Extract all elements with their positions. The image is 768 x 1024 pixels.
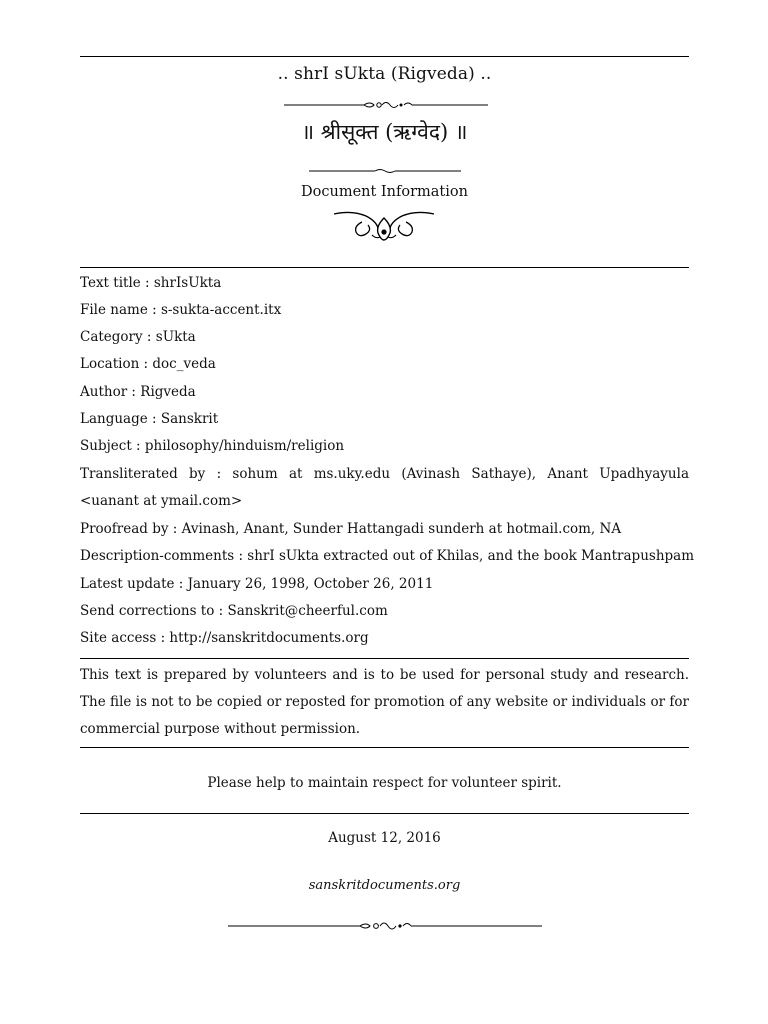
info-transliterated-by: Transliterated by : sohum at ms.uky.edu (Avinash Sathaye), Anant Upadhyayula <uanant at ymail.com> bbox=[80, 466, 689, 509]
info-language: Language : Sanskrit bbox=[80, 411, 219, 427]
info-top-rule bbox=[80, 267, 689, 268]
info-subject: Subject : philosophy/hinduism/religion bbox=[80, 438, 345, 454]
document-date: August 12, 2016 bbox=[328, 830, 441, 846]
info-file-name: File name : s-sukta-accent.itx bbox=[80, 302, 282, 318]
info-author: Author : Rigveda bbox=[80, 384, 196, 400]
top-rule bbox=[80, 56, 689, 57]
flourish-icon bbox=[332, 208, 436, 242]
document-page bbox=[80, 0, 695, 1024]
info-site-access: Site access : http://sanskritdocuments.org bbox=[80, 630, 369, 646]
info-description: Description-comments : shrI sUkta extracted out of Khilas, and the book Mantrapushpam bbox=[80, 548, 695, 564]
info-location: Location : doc_veda bbox=[80, 356, 216, 372]
scroll-divider-icon bbox=[284, 98, 488, 112]
usage-notice: This text is prepared by volunteers and is to be used for personal study and research. The file is not to be copied or reposted for promotion of any website or individuals or for commercial purpose without permission. bbox=[80, 667, 689, 737]
title-transliterated: .. shrI sUkta (Rigveda) .. bbox=[277, 64, 492, 84]
info-send-corrections: Send corrections to : Sanskrit@cheerful.com bbox=[80, 603, 388, 619]
info-proofread-by: Proofread by : Avinash, Anant, Sunder Hattangadi sunderh at hotmail.com, NA bbox=[80, 521, 622, 537]
info-category: Category : sUkta bbox=[80, 329, 196, 345]
line-divider-icon bbox=[309, 166, 461, 176]
site-footer: sanskritdocuments.org bbox=[308, 878, 461, 893]
info-text-title: Text title : shrIsUkta bbox=[80, 275, 222, 291]
section-heading: Document Information bbox=[301, 184, 468, 200]
scroll-divider-icon bbox=[228, 918, 542, 934]
notice-bottom-rule bbox=[80, 747, 689, 748]
title-devanagari: ॥ श्रीसूक्त (ऋग्वेद) ॥ bbox=[301, 120, 468, 144]
notice-top-rule bbox=[80, 658, 689, 659]
info-latest-update: Latest update : January 26, 1998, October 26, 2011 bbox=[80, 576, 434, 592]
date-top-rule bbox=[80, 813, 689, 814]
volunteer-note: Please help to maintain respect for volunteer spirit. bbox=[207, 775, 562, 791]
